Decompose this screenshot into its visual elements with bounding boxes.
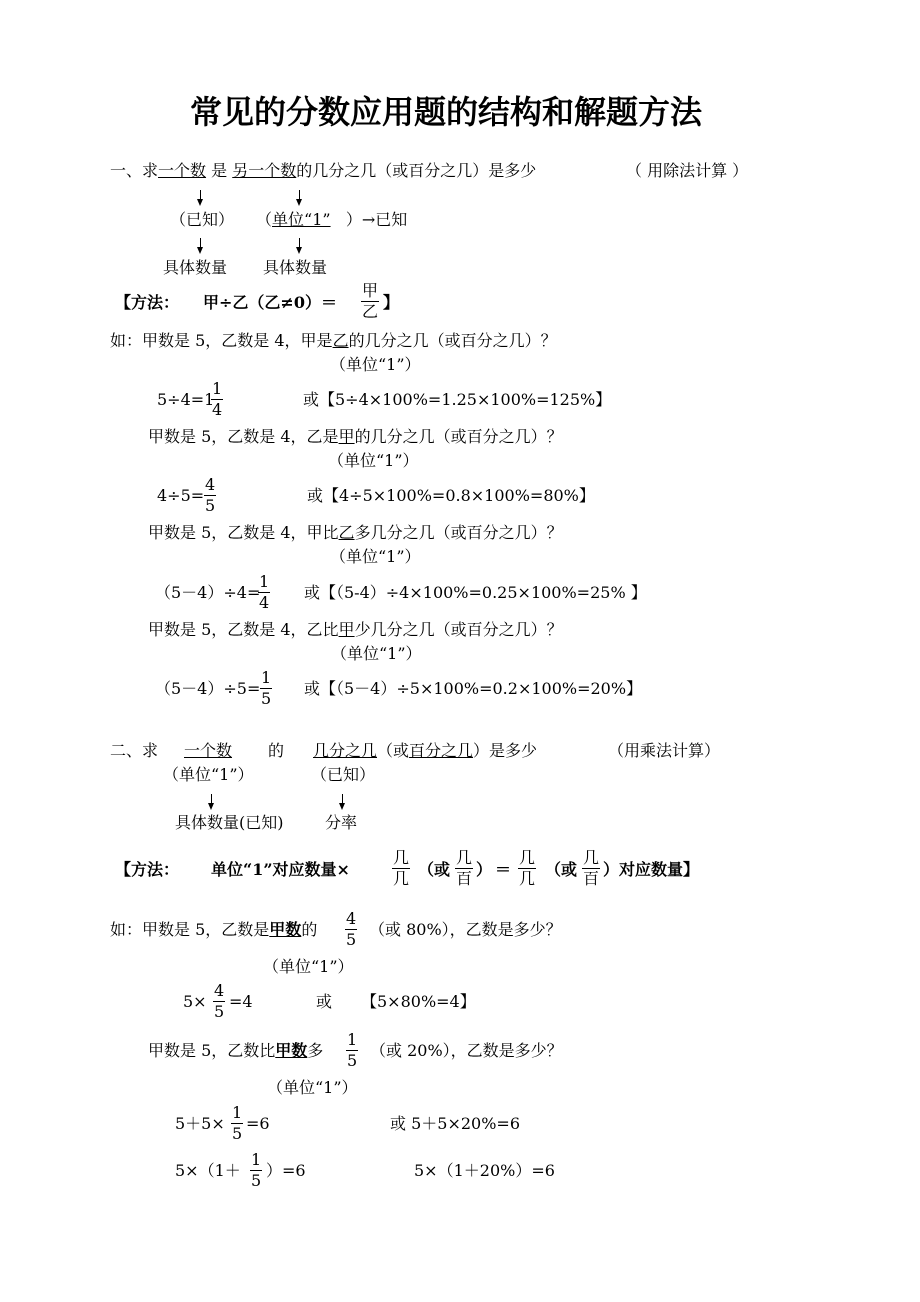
s2-example2-calc2-a: 5×（1＋: [175, 1161, 241, 1180]
arrow-down-icon: [342, 794, 343, 804]
example3-unit: （单位“1”）: [330, 547, 421, 566]
section2-note: （用乘法计算）: [608, 741, 721, 760]
label-known: （已知）: [311, 765, 376, 784]
term-one-number: 一个数: [184, 741, 233, 760]
method1-close: 】: [383, 293, 400, 312]
s2-example2-question: 甲数是 5，乙数比甲数多: [148, 1041, 324, 1060]
label-quantity-known: 具体数量(已知): [175, 813, 284, 832]
s2-example2-calc1-a: 5＋5×: [175, 1114, 225, 1133]
s2-example2-calc2-fraction: 1 5: [251, 1150, 262, 1190]
example1-question: 如：甲数是 5，乙数是 4，甲是乙的几分之几（或百分之几）？: [110, 331, 557, 350]
example3-question: 甲数是 5，乙数是 4，甲比乙多几分之几（或百分之几）？: [148, 523, 563, 542]
method2-or-2: （或: [545, 860, 578, 879]
word-is: 是: [211, 161, 228, 180]
example4-calc: （5－4）÷5=: [155, 679, 261, 698]
example3-calc: （5－4）÷4=: [155, 583, 261, 602]
arrow-down-icon: [299, 238, 300, 248]
section1-lead: 一、求: [110, 161, 159, 180]
example4-alt: 或【（5－4）÷5×100%=0.2×100%=20%】: [304, 679, 643, 698]
term-another-number: 另一个数: [232, 161, 297, 180]
method2-label: 【方法：: [115, 860, 180, 879]
s2-example2-question-tail: （或 20%），乙数是多少？: [370, 1041, 563, 1060]
unit-close: ）→已知: [345, 210, 408, 229]
example1-fraction: 1 4: [212, 379, 223, 419]
method2-lhs: 单位“1”对应数量×: [211, 860, 350, 879]
fraction-ji-over-ji: 几 几: [393, 848, 410, 888]
s2-example2-fraction: 1 5: [347, 1030, 358, 1070]
fraction-jia-over-yi: 甲 乙: [362, 281, 379, 321]
s2-example2-unit: （单位“1”）: [267, 1078, 358, 1097]
fraction-ji-over-ji-2: 几 几: [519, 848, 536, 888]
unit-label: [256, 212, 407, 228]
method2-end: ）对应数量】: [603, 860, 700, 879]
unit-open: （: [256, 210, 273, 229]
method1-label: 【方法：: [115, 293, 180, 312]
example3-fraction: 1 4: [259, 572, 270, 612]
word-of: 的: [268, 741, 285, 760]
arrow-down-icon: [299, 190, 300, 200]
example4-question: 甲数是 5，乙数是 4，乙比甲少几分之几（或百分之几）？: [148, 620, 563, 639]
method2-rparen-1: ）: [476, 860, 493, 879]
fraction-ji-over-bai-2: 几 百: [583, 848, 600, 888]
example3-alt: 或【（5-4）÷4×100%=0.25×100%=25% 】: [304, 583, 647, 602]
fraction-ji-over-bai: 几 百: [456, 848, 473, 888]
example4-fraction: 1 5: [261, 668, 272, 708]
section1-note: （ 用除法计算 ）: [626, 161, 749, 180]
example2-alt: 或【4÷5×100%=0.8×100%=80%】: [307, 486, 595, 505]
page-title: 常见的分数应用题的结构和解题方法: [190, 93, 703, 131]
example1-unit: （单位“1”）: [330, 355, 421, 374]
s2-example2-calc1-fraction: 1 5: [232, 1103, 243, 1143]
section2-lead: 二、求: [110, 741, 159, 760]
s2-example1-fraction: 4 5: [346, 909, 357, 949]
example2-question: 甲数是 5，乙数是 4，乙是甲的几分之几（或百分之几）？: [148, 427, 563, 446]
example2-calc: 4÷5=: [157, 486, 205, 505]
section1-rest: 的几分之几（或百分之几）是多少: [296, 161, 537, 180]
method2-or-1: （或: [418, 860, 451, 879]
s2-example2-alt2: 5×（1＋20%）=6: [414, 1161, 555, 1180]
arrow-down-icon: [200, 238, 201, 248]
s2-example1-question-tail: （或 80%），乙数是多少？: [369, 920, 562, 939]
s2-example1-calc-b: =4: [229, 992, 253, 1011]
s2-example1-unit: （单位“1”）: [263, 957, 354, 976]
example2-unit: （单位“1”）: [328, 451, 419, 470]
unit-text: 单位“1”: [272, 210, 331, 229]
example4-unit: （单位“1”）: [331, 644, 422, 663]
s2-example1-or: 或: [316, 992, 333, 1011]
label-rate: 分率: [325, 813, 358, 832]
label-unit: （单位“1”）: [163, 765, 254, 784]
s2-example1-calc-a: 5×: [183, 992, 207, 1011]
method1-formula: 甲÷乙（乙≠0）＝: [203, 293, 337, 312]
s2-example2-calc2-b: ）=6: [266, 1161, 306, 1180]
label-quantity-2: 具体数量: [263, 258, 328, 277]
method2-equals: ＝: [495, 860, 512, 879]
example2-fraction: 4 5: [205, 475, 216, 515]
s2-example1-question: 如：甲数是 5，乙数是甲数的: [110, 920, 318, 939]
label-quantity-1: 具体数量: [163, 258, 228, 277]
example1-calc: 5÷4=1: [157, 390, 215, 409]
example1-alt: 或【5÷4×100%=1.25×100%=125%】: [303, 390, 612, 409]
term-one-number: 一个数: [158, 161, 207, 180]
arrow-down-icon: [200, 190, 201, 200]
section2-terms: 几分之几（或百分之几）是多少: [313, 741, 538, 760]
s2-example2-alt1: 或 5＋5×20%=6: [390, 1114, 521, 1133]
section1-heading: [110, 163, 536, 179]
label-known: （已知）: [170, 210, 235, 229]
s2-example1-calc-fraction: 4 5: [214, 981, 225, 1021]
s2-example2-calc1-b: =6: [246, 1114, 270, 1133]
arrow-down-icon: [211, 794, 212, 804]
s2-example1-alt: 【5×80%=4】: [361, 992, 476, 1011]
